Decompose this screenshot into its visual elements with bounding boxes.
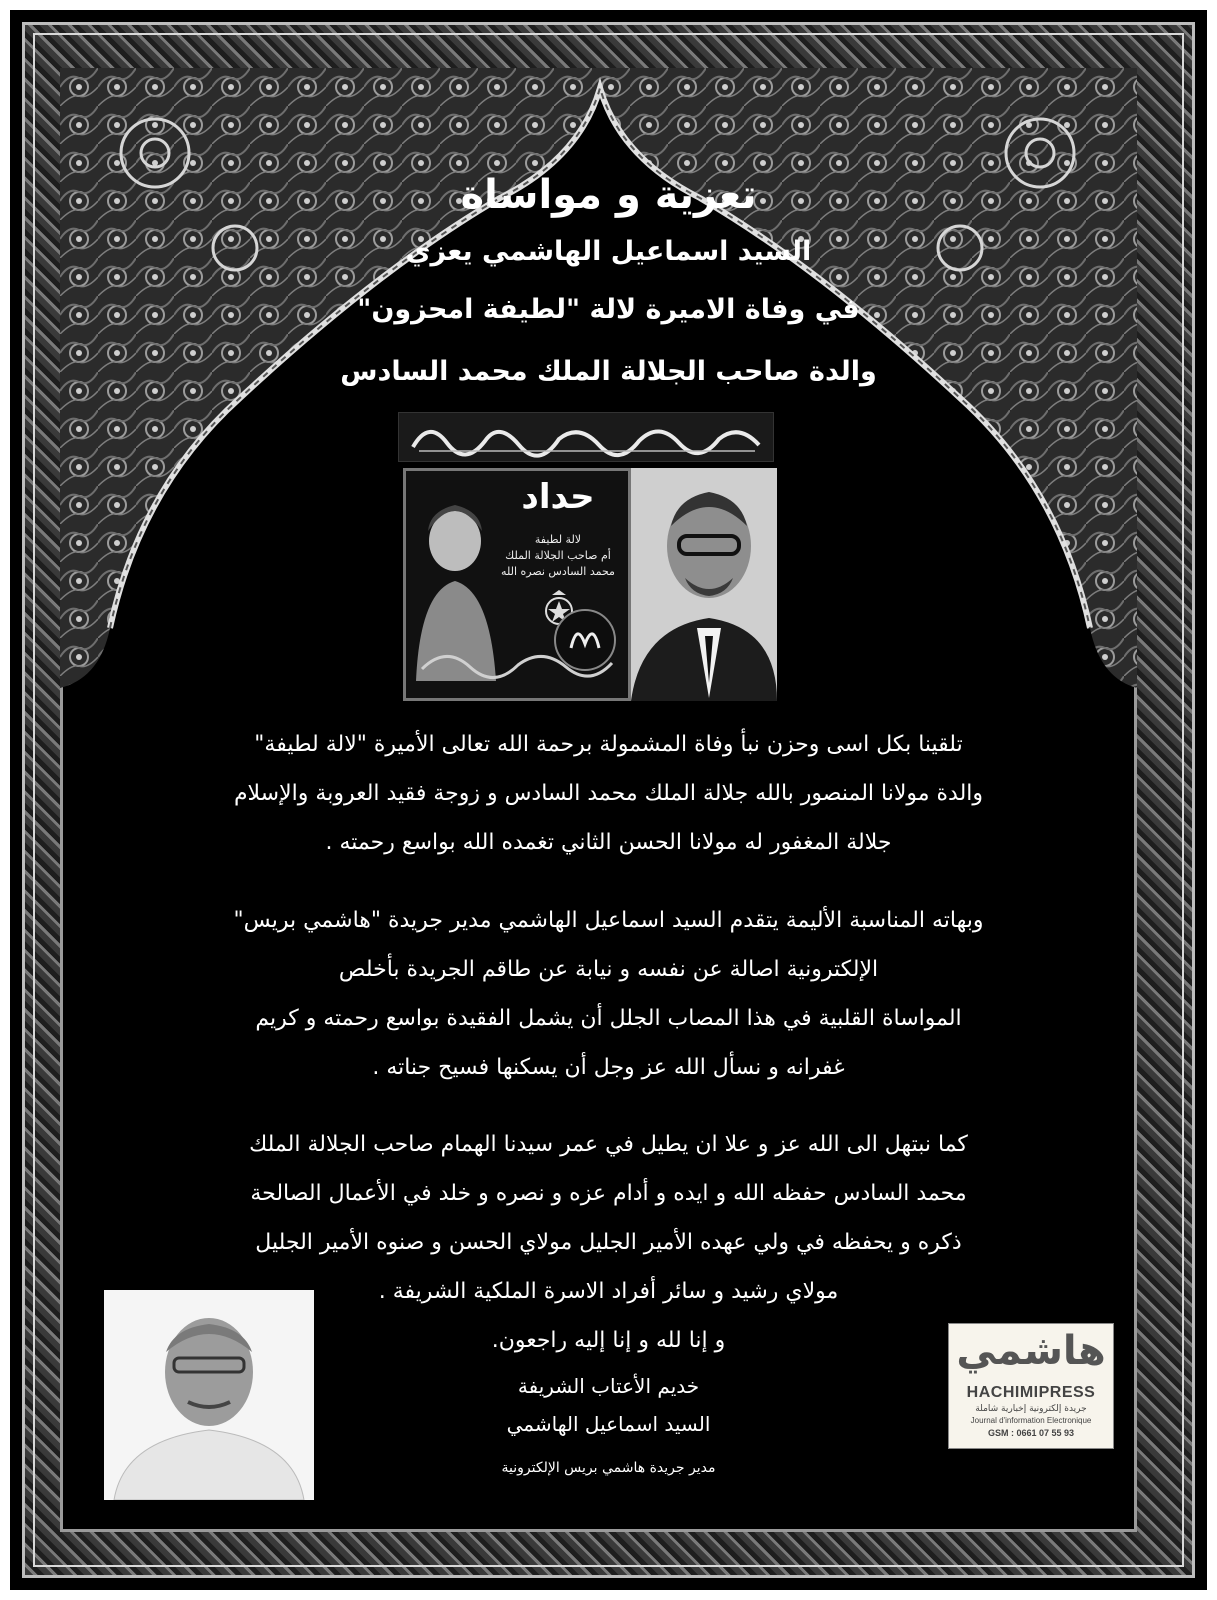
body-line: محمد السادس حفظه الله و ايده و أدام عزه و نصره و خلد في الأعمال الصالحة (250, 1181, 967, 1206)
mourning-text-2: أم صاحب الجلالة الملك (505, 549, 611, 562)
mourning-photo-panel (403, 468, 777, 701)
body-line: غفرانه و نسأل الله عز وجل أن يسكنها فسيح جناته . (372, 1055, 845, 1080)
body-line: تلقينا بكل اسى وحزن نبأ وفاة المشمولة برحمة الله تعالى الأميرة "لالة لطيفة" (254, 732, 963, 757)
calligraphy-image (399, 413, 773, 461)
condolence-subtitle-1: السيد اسماعيل الهاشمي يعزي (405, 236, 812, 267)
body-line: كما نبتهل الى الله عز و علا ان يطيل في عمر سيدنا الهمام صاحب الجلالة الملك (249, 1132, 968, 1157)
body-line: المواساة القلبية في هذا المصاب الجلل أن يشمل الفقيدة بواسع رحمته و كريم (255, 1006, 962, 1031)
body-line: وبهاته المناسبة الأليمة يتقدم السيد اسماعيل الهاشمي مدير جريدة "هاشمي بريس" (233, 908, 984, 933)
mourning-text-3: محمد السادس نصره الله (501, 565, 615, 578)
logo-tagline-fr: Journal d'information Electronique (970, 1416, 1092, 1425)
body-line: الإلكترونية اصالة عن نفسه و نيابة عن طاقم الجريدة بأخلص (338, 957, 879, 982)
hachimi-press-logo (948, 1323, 1114, 1449)
king-portrait (631, 468, 777, 701)
condolence-seal-icon (553, 608, 617, 672)
logo-latin-text: HACHIMIPRESS (966, 1384, 1096, 1401)
signature-name: السيد اسماعيل الهاشمي (506, 1412, 711, 1436)
logo-phone: GSM : 0661 07 55 93 (987, 1428, 1075, 1438)
mourning-heading: حداد (521, 477, 595, 517)
page-title: تعزية و مواساة (460, 172, 757, 218)
body-line: جلالة المغفور له مولانا الحسن الثاني تغمده الله بواسع رحمته . (325, 830, 892, 855)
calligraphy-banner (398, 412, 774, 462)
signature-position: مدير جريدة هاشمي بريس الإلكترونية (501, 1460, 716, 1476)
condolence-subtitle-3: والدة صاحب الجلالة الملك محمد السادس (340, 356, 877, 387)
body-line: مولاي رشيد و سائر أفراد الاسرة الملكية الشريفة . (378, 1279, 839, 1304)
signature-title: خديم الأعتاب الشريفة (517, 1374, 700, 1398)
logo-tagline-ar: جريدة إلكترونية إخبارية شاملة (975, 1404, 1087, 1414)
body-line: و إنا لله و إنا إليه راجعون. (491, 1328, 726, 1353)
body-paragraph-1 (0, 720, 1217, 867)
mourning-text-1: لالة لطيفة (534, 533, 582, 546)
condolence-subtitle-2: في وفاة الاميرة لالة "لطيفة امحزون" (357, 294, 860, 325)
body-line: ذكره و يحفظه في ولي عهده الأمير الجليل مولاي الحسن و صنوه الأمير الجليل (255, 1230, 962, 1255)
logo-arabic-text: هاشمي (956, 1328, 1106, 1374)
body-paragraph-2 (0, 896, 1217, 1092)
body-line: والدة مولانا المنصور بالله جلالة الملك محمد السادس و زوجة فقيد العروبة والإسلام (233, 781, 984, 806)
